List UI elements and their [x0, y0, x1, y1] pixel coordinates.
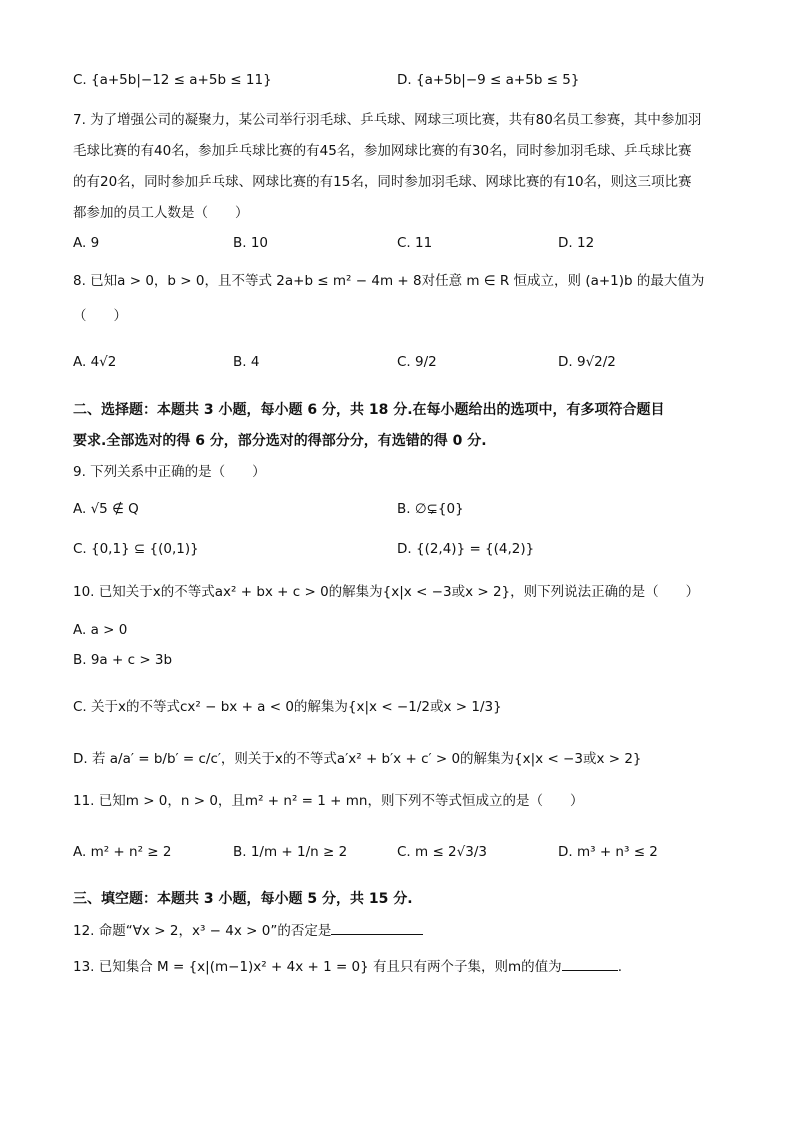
q8-option-b: B. 4 [233, 354, 260, 370]
q8-option-d: D. 9√2/2 [558, 354, 616, 370]
q10-option-b: B. 9a + c > 3b [73, 652, 173, 668]
q7-option-b: B. 10 [233, 235, 269, 251]
q11-option-c: C. m ≤ 2√3/3 [397, 844, 487, 860]
q13-stem-wrap [73, 956, 622, 977]
q8-option-a: A. 4√2 [73, 354, 117, 370]
q7-option-a: A. 9 [73, 235, 100, 251]
q8-option-c: C. 9/2 [397, 354, 437, 370]
q7-stem-line-1: 7. 为了增强公司的凝聚力，某公司举行羽毛球、乒乓球、网球三项比赛，共有80名员工参赛，其中参加羽 [73, 112, 702, 128]
q6-option-c: C. {a+5b|−12 ≤ a+5b ≤ 11} [73, 72, 272, 88]
q7-option-d: D. 12 [558, 235, 595, 251]
q9-option-a: A. √5 ∉ Q [73, 501, 139, 517]
q8-stem-line-2: （ ） [73, 308, 127, 324]
q13-period: . [617, 959, 622, 975]
q10-option-c: C. 关于x的不等式cx² − bx + a < 0的解集为{x|x < −1/2或x > 1/3} [73, 699, 502, 715]
q12-stem: 12. 命题“∀x > 2，x³ − 4x > 0”的否定是 [73, 923, 332, 939]
q12-stem-wrap [73, 920, 423, 941]
q9-option-d: D. {(2,4)} = {(4,2)} [397, 541, 535, 557]
q9-stem: 9. 下列关系中正确的是（ ） [73, 464, 266, 480]
q10-option-d: D. 若 a/a′ = b/b′ = c/c′，则关于x的不等式a′x² + b′x + c′ > 0的解集为{x|x < −3或x > 2} [73, 751, 642, 767]
q7-stem-line-4: 都参加的员工人数是（ ） [73, 205, 249, 221]
section-2-heading-line-1: 二、选择题：本题共 3 小题，每小题 6 分，共 18 分.在每小题给出的选项中，有多项符合题目 [73, 402, 665, 418]
section-3-heading: 三、填空题：本题共 3 小题，每小题 5 分，共 15 分. [73, 891, 413, 907]
q7-option-c: C. 11 [397, 235, 433, 251]
q11-option-b: B. 1/m + 1/n ≥ 2 [233, 844, 348, 860]
q11-option-a: A. m² + n² ≥ 2 [73, 844, 172, 860]
q13-answer-blank[interactable] [562, 956, 618, 971]
q7-stem-line-2: 毛球比赛的有40名，参加乒乓球比赛的有45名，参加网球比赛的有30名，同时参加羽毛球、乒乓球比赛 [73, 143, 692, 159]
q10-option-a: A. a > 0 [73, 622, 128, 638]
q8-stem-line-1: 8. 已知a > 0，b > 0，且不等式 2a+b ≤ m² − 4m + 8对任意 m ∈ R 恒成立，则 (a+1)b 的最大值为 [73, 273, 705, 289]
q7-stem-line-3: 的有20名，同时参加乒乓球、网球比赛的有15名，同时参加羽毛球、网球比赛的有10名，则这三项比赛 [73, 174, 692, 190]
q6-option-d: D. {a+5b|−9 ≤ a+5b ≤ 5} [397, 72, 580, 88]
q10-stem: 10. 已知关于x的不等式ax² + bx + c > 0的解集为{x|x < −3或x > 2}，则下列说法正确的是（ ） [73, 584, 700, 600]
section-2-heading-line-2: 要求.全部选对的得 6 分，部分选对的得部分分，有选错的得 0 分. [73, 433, 487, 449]
q9-option-c: C. {0,1} ⊆ {(0,1)} [73, 541, 199, 557]
q11-stem: 11. 已知m > 0，n > 0，且m² + n² = 1 + mn，则下列不等式恒成立的是（ ） [73, 793, 584, 809]
q9-option-b: B. ∅⊊{0} [397, 501, 464, 517]
q13-stem: 13. 已知集合 M = {x|(m−1)x² + 4x + 1 = 0} 有且只有两个子集，则m的值为 [73, 959, 562, 975]
q11-option-d: D. m³ + n³ ≤ 2 [558, 844, 658, 860]
q12-answer-blank[interactable] [331, 920, 423, 935]
